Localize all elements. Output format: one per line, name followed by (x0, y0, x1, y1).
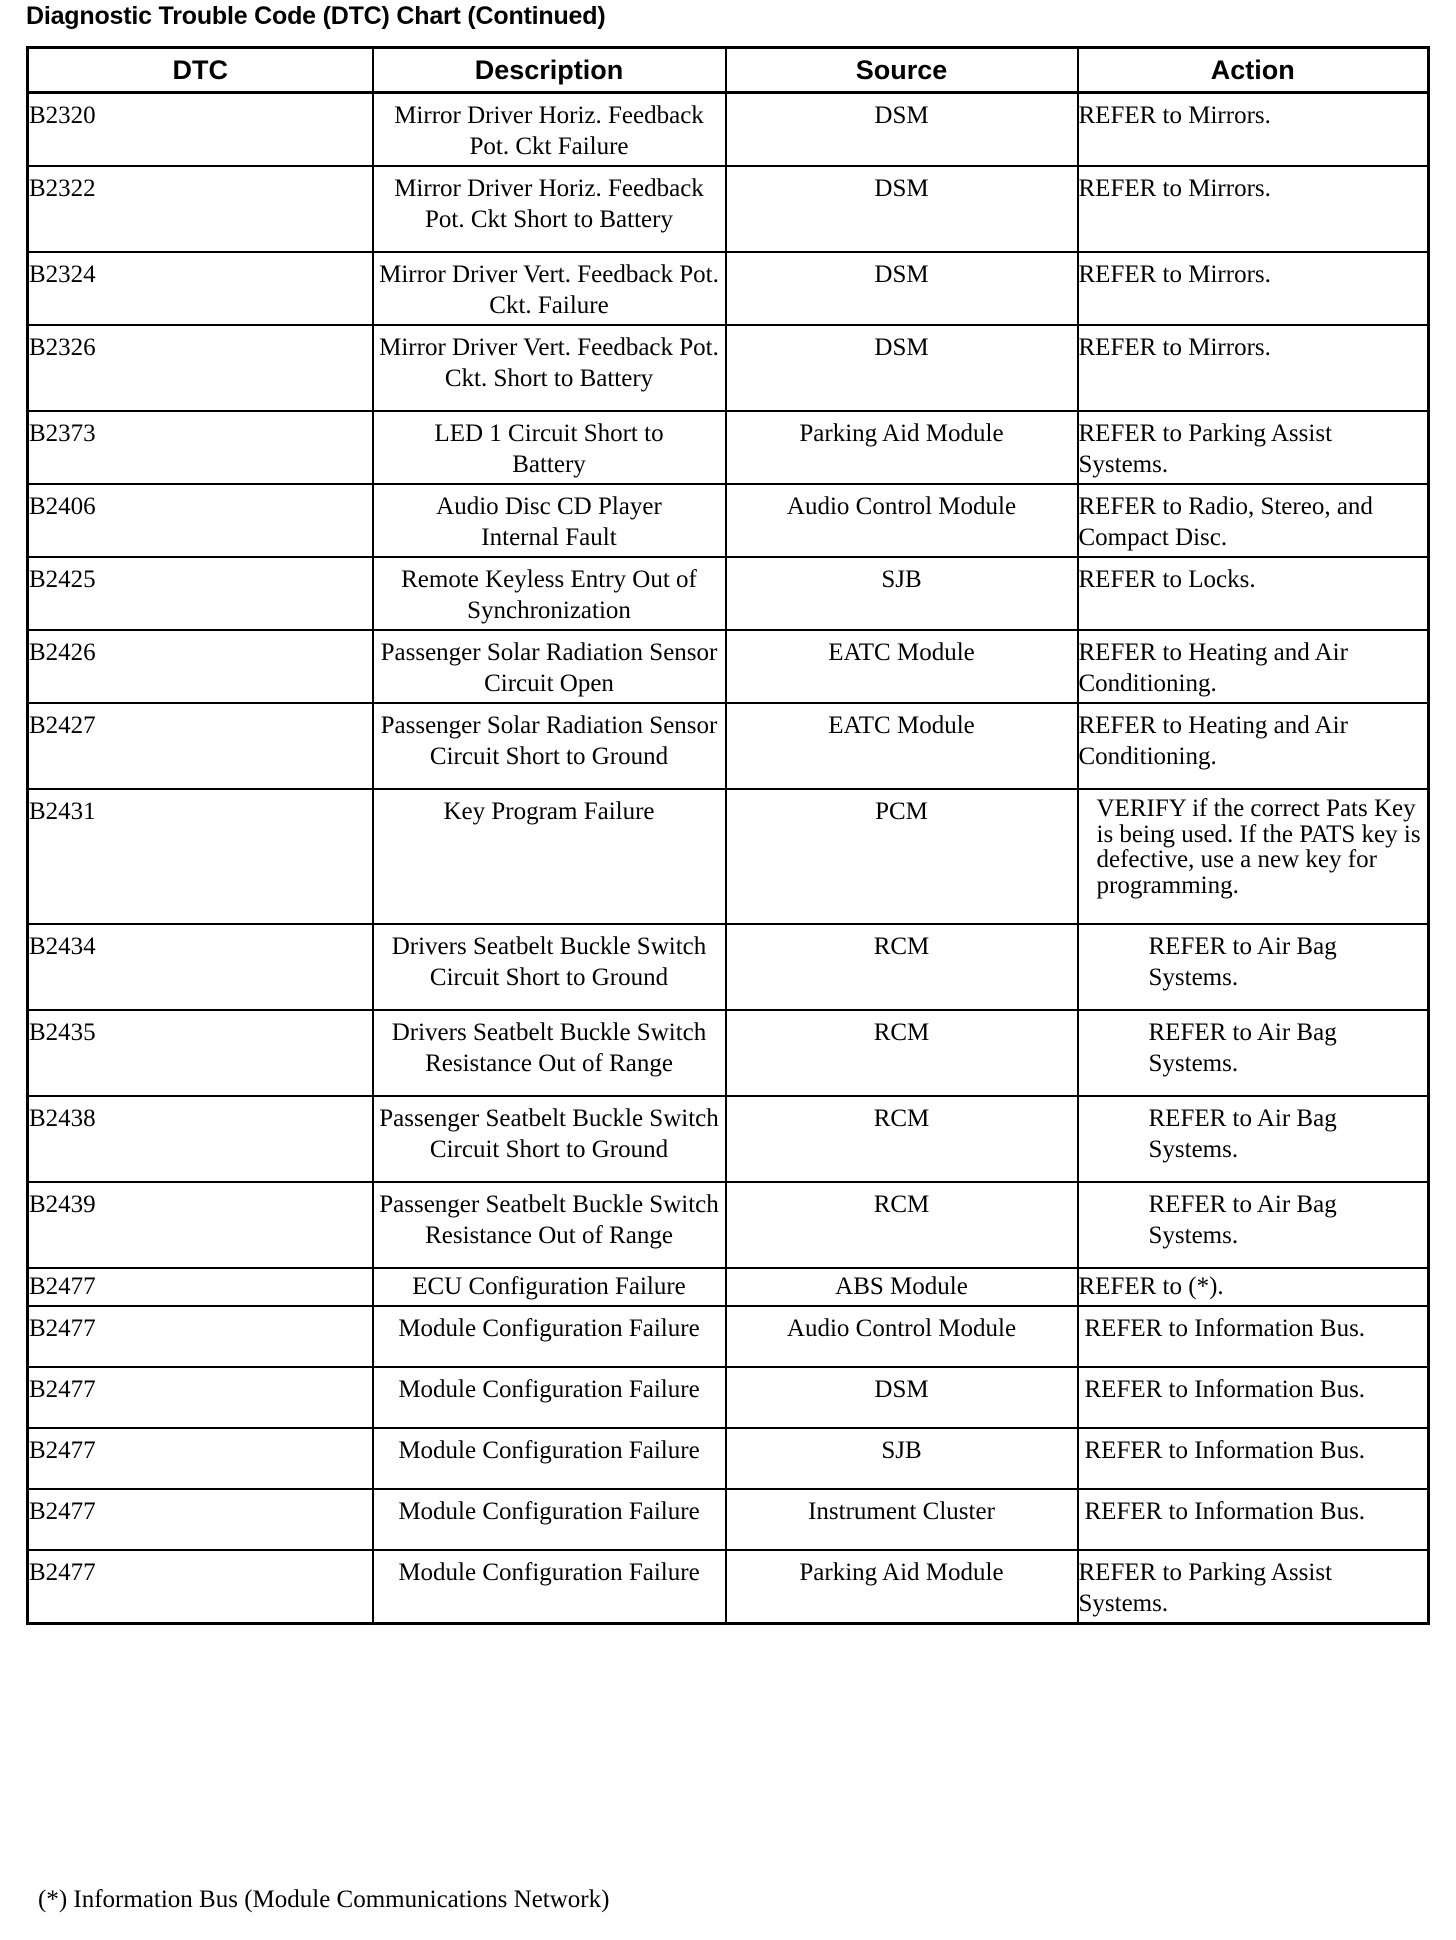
description-cell: Mirror Driver Vert. Feedback Pot. Ckt. Short to Battery (373, 325, 726, 411)
source-cell: Audio Control Module (726, 484, 1078, 557)
source-cell: SJB (726, 1428, 1078, 1489)
description-cell: Module Configuration Failure (373, 1306, 726, 1367)
dtc-code-cell: B2373 (28, 411, 373, 484)
dtc-code-cell: B2477 (28, 1550, 373, 1624)
source-cell: RCM (726, 1096, 1078, 1182)
dtc-code-cell: B2406 (28, 484, 373, 557)
source-cell: PCM (726, 789, 1078, 924)
source-cell: EATC Module (726, 703, 1078, 789)
source-cell: RCM (726, 924, 1078, 1010)
dtc-code-cell: B2431 (28, 789, 373, 924)
dtc-code-cell: B2477 (28, 1268, 373, 1306)
table-row (28, 1096, 1429, 1182)
source-cell: Instrument Cluster (726, 1489, 1078, 1550)
table-row (28, 1550, 1429, 1624)
table-row (28, 484, 1429, 557)
dtc-code-cell: B2427 (28, 703, 373, 789)
source-cell: Parking Aid Module (726, 411, 1078, 484)
dtc-code-cell: B2426 (28, 630, 373, 703)
table-row (28, 630, 1429, 703)
footnote: (*) Information Bus (Module Communications Network) (38, 1886, 610, 1913)
description-cell: Passenger Seatbelt Buckle Switch Resistance Out of Range (373, 1182, 726, 1268)
dtc-code-cell: B2439 (28, 1182, 373, 1268)
action-cell: REFER to Parking Assist Systems. (1078, 411, 1429, 484)
dtc-code-cell: B2322 (28, 166, 373, 252)
dtc-code-cell: B2425 (28, 557, 373, 630)
source-cell: DSM (726, 93, 1078, 167)
action-cell: REFER to Mirrors. (1078, 252, 1429, 325)
table-row (28, 1182, 1429, 1268)
source-cell: SJB (726, 557, 1078, 630)
action-cell: REFER to Air Bag Systems. (1078, 1096, 1429, 1182)
table-row (28, 166, 1429, 252)
action-cell: REFER to Information Bus. (1078, 1489, 1429, 1550)
table-header-row (28, 48, 1429, 93)
source-cell: RCM (726, 1010, 1078, 1096)
description-cell: Module Configuration Failure (373, 1550, 726, 1624)
action-cell: REFER to Information Bus. (1078, 1306, 1429, 1367)
action-cell: REFER to Mirrors. (1078, 166, 1429, 252)
description-cell: Key Program Failure (373, 789, 726, 924)
action-cell: REFER to Air Bag Systems. (1078, 1182, 1429, 1268)
table-row (28, 1268, 1429, 1306)
description-cell: LED 1 Circuit Short to Battery (373, 411, 726, 484)
source-cell: DSM (726, 325, 1078, 411)
action-cell: REFER to Heating and Air Conditioning. (1078, 630, 1429, 703)
source-cell: DSM (726, 1367, 1078, 1428)
action-cell: REFER to Information Bus. (1078, 1367, 1429, 1428)
table-row (28, 93, 1429, 167)
source-cell: DSM (726, 166, 1078, 252)
description-cell: Passenger Solar Radiation Sensor Circuit Short to Ground (373, 703, 726, 789)
dtc-code-cell: B2477 (28, 1306, 373, 1367)
column-header-description: Description (373, 48, 726, 93)
page-title: Diagnostic Trouble Code (DTC) Chart (Continued) (26, 2, 606, 30)
action-cell: REFER to Parking Assist Systems. (1078, 1550, 1429, 1624)
action-cell: REFER to Locks. (1078, 557, 1429, 630)
dtc-code-cell: B2477 (28, 1428, 373, 1489)
description-cell: Remote Keyless Entry Out of Synchronization (373, 557, 726, 630)
description-cell: Passenger Seatbelt Buckle Switch Circuit Short to Ground (373, 1096, 726, 1182)
table-row (28, 1306, 1429, 1367)
description-cell: Drivers Seatbelt Buckle Switch Resistance Out of Range (373, 1010, 726, 1096)
action-cell: REFER to Heating and Air Conditioning. (1078, 703, 1429, 789)
action-cell: VERIFY if the correct Pats Key is being used. If the PATS key is defective, use a new key for programming. (1078, 789, 1429, 924)
dtc-code-cell: B2438 (28, 1096, 373, 1182)
column-header-action: Action (1078, 48, 1429, 93)
action-cell: REFER to Radio, Stereo, and Compact Disc. (1078, 484, 1429, 557)
dtc-code-cell: B2434 (28, 924, 373, 1010)
dtc-code-cell: B2326 (28, 325, 373, 411)
source-cell: Audio Control Module (726, 1306, 1078, 1367)
dtc-code-cell: B2324 (28, 252, 373, 325)
dtc-code-cell: B2477 (28, 1367, 373, 1428)
description-cell: Module Configuration Failure (373, 1428, 726, 1489)
description-cell: Module Configuration Failure (373, 1367, 726, 1428)
action-cell: REFER to Air Bag Systems. (1078, 1010, 1429, 1096)
description-cell: Mirror Driver Horiz. Feedback Pot. Ckt Short to Battery (373, 166, 726, 252)
source-cell: RCM (726, 1182, 1078, 1268)
description-cell: Mirror Driver Horiz. Feedback Pot. Ckt Failure (373, 93, 726, 167)
source-cell: DSM (726, 252, 1078, 325)
table-row (28, 557, 1429, 630)
table-row (28, 1367, 1429, 1428)
source-cell: ABS Module (726, 1268, 1078, 1306)
dtc-code-cell: B2320 (28, 93, 373, 167)
description-cell: Module Configuration Failure (373, 1489, 726, 1550)
description-cell: Passenger Solar Radiation Sensor Circuit Open (373, 630, 726, 703)
action-cell: REFER to Mirrors. (1078, 93, 1429, 167)
action-cell: REFER to Information Bus. (1078, 1428, 1429, 1489)
table-row (28, 703, 1429, 789)
action-cell: REFER to Air Bag Systems. (1078, 924, 1429, 1010)
description-cell: ECU Configuration Failure (373, 1268, 726, 1306)
table-row (28, 1428, 1429, 1489)
description-cell: Drivers Seatbelt Buckle Switch Circuit Short to Ground (373, 924, 726, 1010)
description-cell: Mirror Driver Vert. Feedback Pot. Ckt. Failure (373, 252, 726, 325)
dtc-code-cell: B2435 (28, 1010, 373, 1096)
dtc-code-cell: B2477 (28, 1489, 373, 1550)
source-cell: Parking Aid Module (726, 1550, 1078, 1624)
action-cell: REFER to Mirrors. (1078, 325, 1429, 411)
source-cell: EATC Module (726, 630, 1078, 703)
action-cell: REFER to (*). (1078, 1268, 1429, 1306)
table-row (28, 789, 1429, 924)
table-row (28, 924, 1429, 1010)
dtc-chart-table (26, 46, 1430, 1625)
table-row (28, 252, 1429, 325)
table-row (28, 1489, 1429, 1550)
table-row (28, 1010, 1429, 1096)
table-row (28, 411, 1429, 484)
description-cell: Audio Disc CD Player Internal Fault (373, 484, 726, 557)
column-header-dtc: DTC (28, 48, 373, 93)
table-row (28, 325, 1429, 411)
column-header-source: Source (726, 48, 1078, 93)
